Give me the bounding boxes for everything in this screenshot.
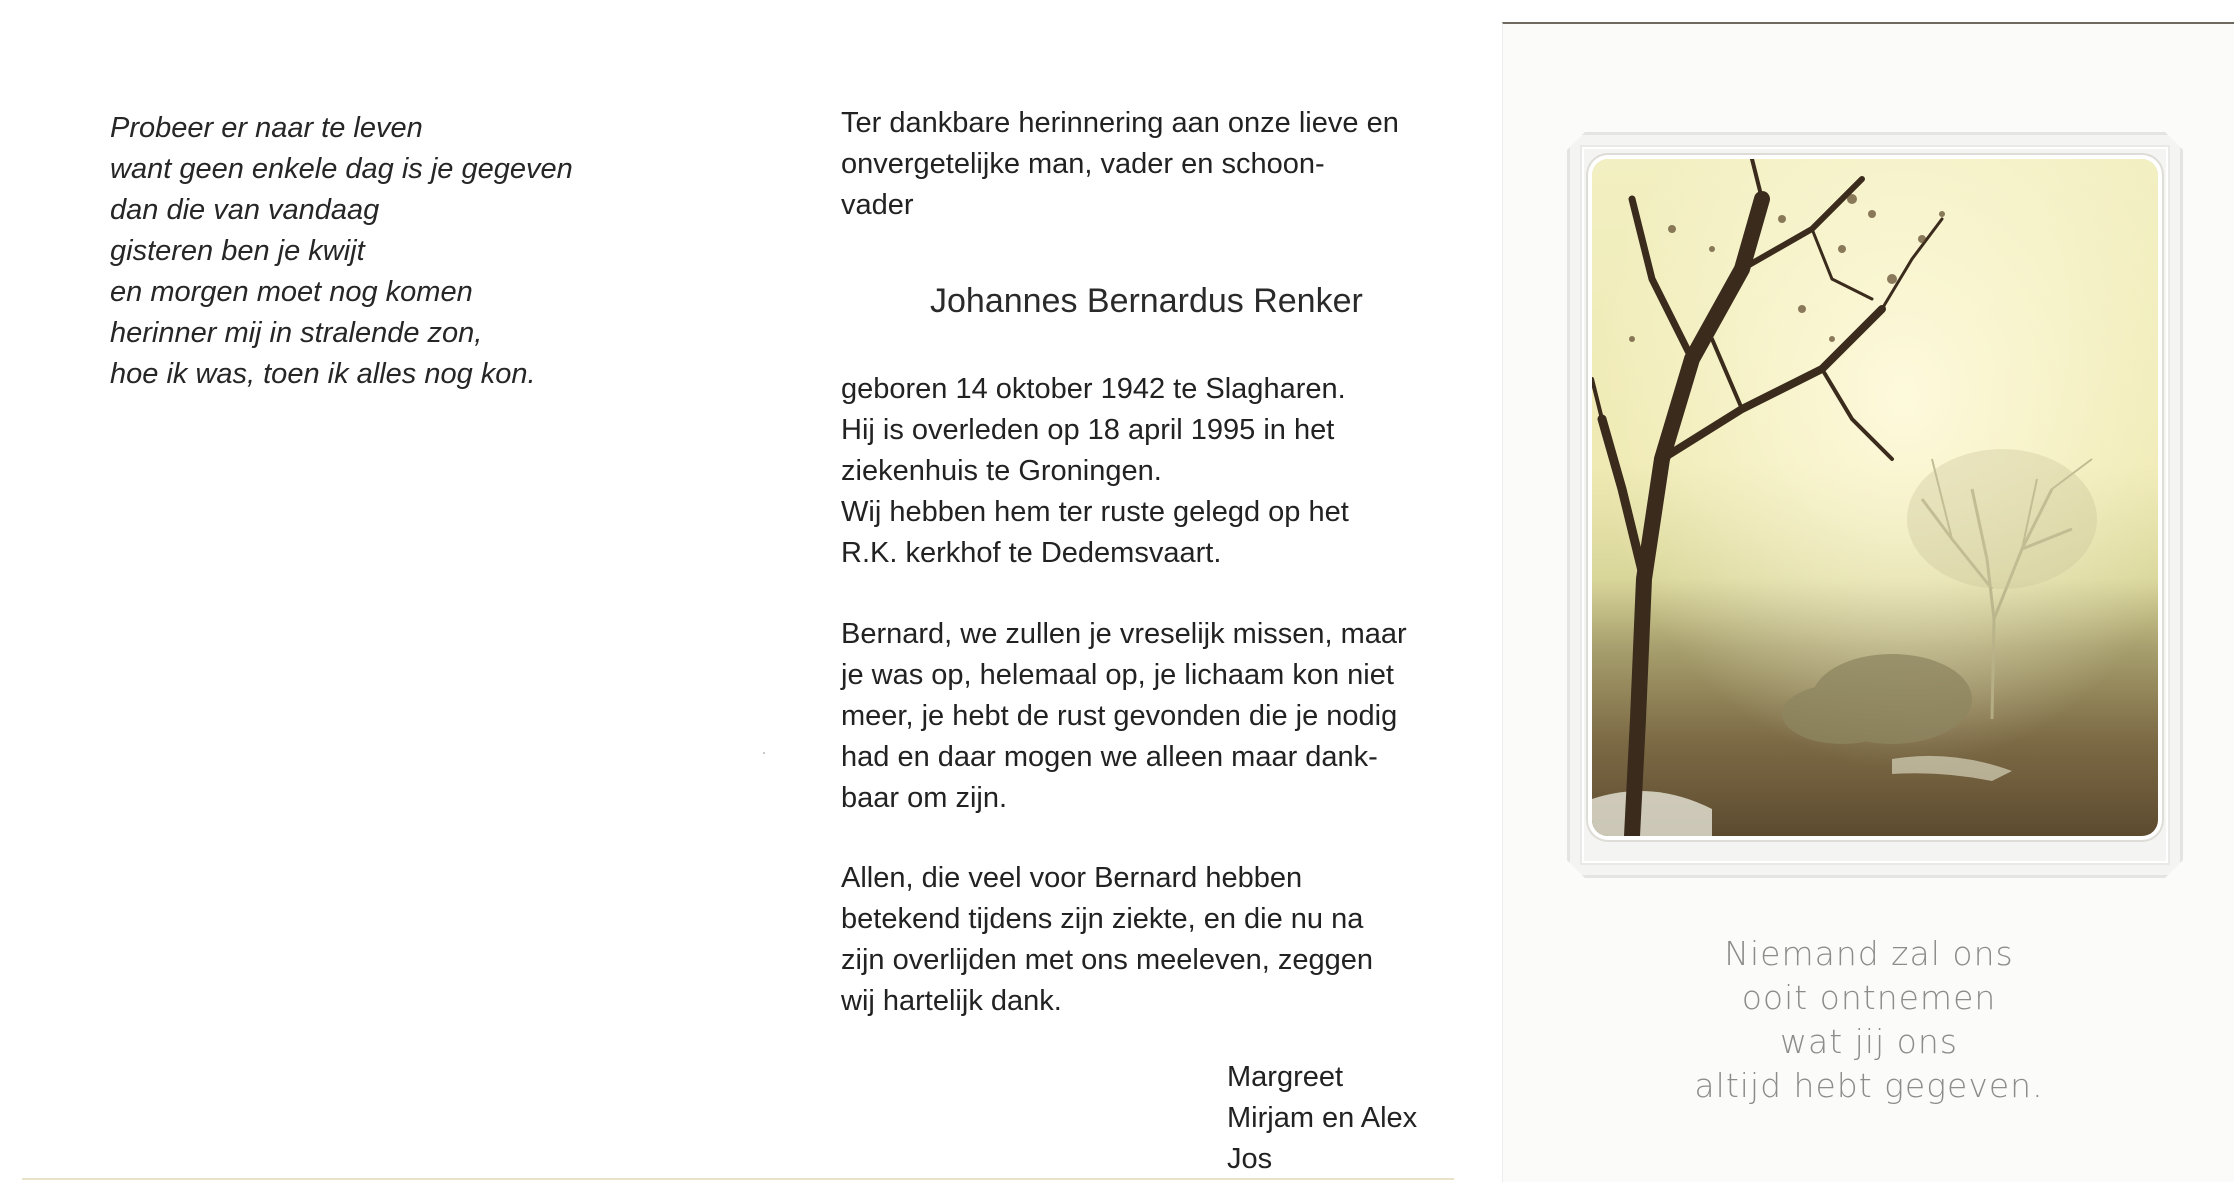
- thanks-line: wij hartelijk dank.: [841, 985, 1062, 1017]
- details-line: Wij hebben hem ter ruste gelegd op het: [841, 496, 1349, 528]
- deceased-name: Johannes Bernardus Renker: [930, 282, 1363, 320]
- signoff-line: Mirjam en Alex: [1227, 1102, 1418, 1134]
- signoff-line: Margreet: [1227, 1061, 1344, 1093]
- announcement-details: [841, 369, 1349, 574]
- signoff-line: Jos: [1227, 1143, 1273, 1175]
- announcement-intro: [841, 103, 1441, 226]
- details-line: R.K. kerkhof te Dedemsvaart.: [841, 537, 1222, 569]
- poem: [110, 108, 573, 395]
- scan-speck: [763, 752, 765, 754]
- verse-line: Niemand zal ons: [1724, 934, 2014, 973]
- poem-line: want geen enkele dag is je gegeven: [110, 153, 573, 185]
- farewell-line: baar om zijn.: [841, 782, 1008, 814]
- intro-line: Ter dankbare herinnering aan onze lieve en: [841, 107, 1399, 139]
- poem-line: dan die van vandaag: [110, 194, 380, 226]
- thanks-line: Allen, die veel voor Bernard hebben: [841, 862, 1303, 894]
- farewell-line: je was op, helemaal op, je lichaam kon niet: [841, 659, 1394, 691]
- poem-line: en morgen moet nog komen: [110, 276, 473, 308]
- card-inner-spread: [22, 20, 1454, 1180]
- misty-trees-photo: [1592, 159, 2158, 836]
- intro-line: vader: [841, 189, 914, 221]
- details-line: Hij is overleden op 18 april 1995 in het: [841, 414, 1335, 446]
- card-verse: [1503, 932, 2234, 1108]
- poem-line: herinner mij in stralende zon,: [110, 317, 483, 349]
- verse-line: wat jij ons: [1780, 1022, 1958, 1061]
- farewell-line: Bernard, we zullen je vreselijk missen, maar: [841, 618, 1407, 650]
- farewell-line: meer, je hebt de rust gevonden die je nodig: [841, 700, 1398, 732]
- farewell-paragraph: [841, 614, 1407, 819]
- details-line: ziekenhuis te Groningen.: [841, 455, 1162, 487]
- poem-line: hoe ik was, toen ik alles nog kon.: [110, 358, 536, 390]
- thanks-line: betekend tijdens zijn ziekte, en die nu na: [841, 903, 1364, 935]
- card-front: [1502, 22, 2234, 1182]
- intro-line: onvergetelijke man, vader en schoon-: [841, 148, 1325, 180]
- thanks-line: zijn overlijden met ons meeleven, zeggen: [841, 944, 1373, 976]
- thanks-paragraph: [841, 858, 1373, 1022]
- family-signoff: [1227, 1057, 1417, 1180]
- poem-line: gisteren ben je kwijt: [110, 235, 365, 267]
- verse-line: altijd hebt gegeven.: [1694, 1066, 2044, 1105]
- verse-line: ooit ontnemen: [1741, 978, 1997, 1017]
- poem-line: Probeer er naar te leven: [110, 112, 423, 144]
- farewell-line: had en daar mogen we alleen maar dank-: [841, 741, 1378, 773]
- details-line: geboren 14 oktober 1942 te Slagharen.: [841, 373, 1346, 405]
- landscape-illustration: [1592, 159, 2158, 836]
